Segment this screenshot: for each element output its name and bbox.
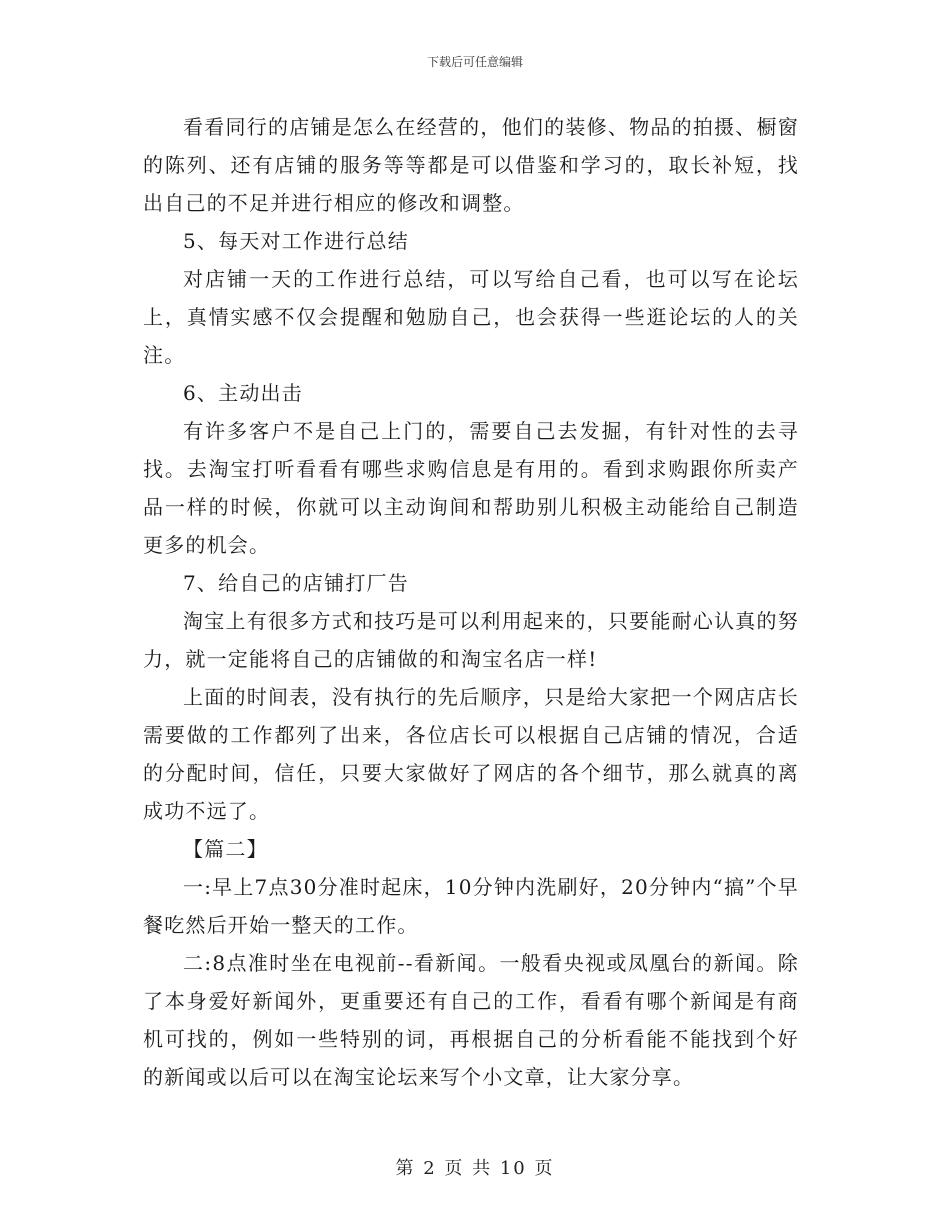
page-number: 第 2 页 共 10 页	[395, 1158, 555, 1179]
page-header-note: 下载后可任意编辑	[426, 55, 523, 69]
paragraph-take-initiative: 有许多客户不是自己上门的，需要自己去发掘，有针对性的去寻找。去淘宝打听看看有哪些求购信息是有用的。看到求购跟你所卖产品一样的时候，你就可以主动询间和帮助别儿积极主动能给自己制造更多的机会。	[143, 419, 799, 557]
paragraph-morning-routine: 一:早上7点30分准时起床，10分钟内洗刷好，20分钟内“搞”个早餐吃然后开始一整天的工作。	[143, 875, 799, 937]
section-title-part-two: 【篇二】	[183, 837, 268, 861]
document-body	[143, 108, 799, 1096]
paragraph-peer-shops: 看看同行的店铺是怎么在经营的，他们的装修、物品的拍摄、橱窗的陈列、还有店铺的服务等等都是可以借鉴和学习的，取长补短，找出自己的不足并进行相应的修改和调整。	[143, 115, 799, 215]
heading-take-initiative: 6、主动出击	[183, 381, 303, 405]
paragraph-daily-summary: 对店铺一天的工作进行总结，可以写给自己看，也可以写在论坛上，真情实感不仅会提醒和勉励自己，也会获得一些逛论坛的人的关注。	[143, 267, 799, 367]
paragraph-advertise-shop: 淘宝上有很多方式和技巧是可以利用起来的，只要能耐心认真的努力，就一定能将自己的店铺做的和淘宝名店一样!	[143, 609, 799, 671]
paragraph-watch-news: 二:8点准时坐在电视前--看新闻。一般看央视或凤凰台的新闻。除了本身爱好新闻外，更重要还有自己的工作，看看有哪个新闻是有商机可找的，例如一些特别的词，再根据自己的分析看能不能找到个好的新闻或以后可以在淘宝论坛来写个小文章，让大家分享。	[143, 951, 799, 1089]
paragraph-schedule-summary: 上面的时间表，没有执行的先后顺序，只是给大家把一个网店店长需要做的工作都列了出来，各位店长可以根据自己店铺的情况，合适的分配时间，信任，只要大家做好了网店的各个细节，那么就真的离成功不远了。	[143, 685, 799, 823]
heading-advertise-shop: 7、给自己的店铺打厂告	[183, 571, 409, 595]
heading-daily-summary: 5、每天对工作进行总结	[183, 229, 409, 253]
